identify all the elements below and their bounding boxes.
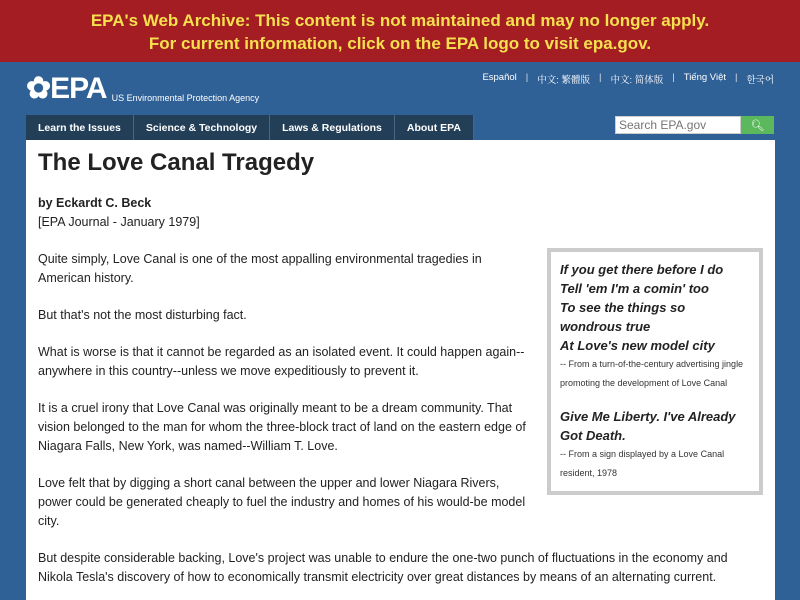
paragraph: But despite considerable backing, Love's project was unable to endure the one-two punch of fluctuations in the economy and Nikola Tesla's discovery of how to economically transmit electricity over great distances by means of an alternating current. (38, 551, 728, 584)
search-icon: 🔍︎ (750, 119, 765, 132)
quote-line: At Love's new model city (560, 338, 715, 353)
lang-espanol[interactable]: Español (482, 72, 517, 83)
paragraph: But that's not the most disturbing fact. (38, 308, 247, 322)
quote-line: If you get there before I do (560, 262, 724, 277)
page-title: The Love Canal Tragedy (38, 149, 315, 176)
nav-science-technology[interactable]: Science & Technology (134, 115, 270, 141)
banner-line-2: For current information, click on the EPA logo to visit epa.gov. (148, 34, 652, 53)
source: [EPA Journal - January 1979] (38, 215, 200, 229)
quote: Give Me Liberty. I've Already Got Death. (560, 409, 736, 443)
language-links: Español | 中文: 繁體版 | 中文: 简体版 | Tiếng Việt | 한국어 (482, 72, 774, 86)
archive-banner[interactable] (0, 0, 800, 62)
byline: by Eckardt C. Beck (38, 196, 152, 210)
epa-logo[interactable] (26, 74, 259, 104)
lang-simplified-chinese[interactable]: 中文: 简体版 (610, 75, 664, 86)
epa-logo-mark: ✿EPA (26, 72, 107, 105)
lang-korean[interactable]: 한국어 (746, 75, 774, 86)
nav-laws-regulations[interactable]: Laws & Regulations (270, 115, 395, 141)
agency-name: US Environmental Protection Agency (111, 93, 260, 103)
quote-source: -- From a sign displayed by a Love Canal resident, 1978 (560, 449, 725, 478)
search-form (615, 116, 774, 134)
quote-source: -- From a turn-of-the-century advertising jingle promoting the development of Love Canal (560, 359, 744, 388)
search-input[interactable] (615, 116, 741, 134)
banner-line-1: EPA's Web Archive: This content is not maintained and may no longer apply. (90, 11, 710, 30)
nav-learn-the-issues[interactable]: Learn the Issues (26, 115, 134, 141)
header (0, 62, 800, 140)
lang-vietnamese[interactable]: Tiếng Việt (683, 72, 726, 83)
search-button[interactable] (741, 116, 774, 134)
nav-about-epa[interactable]: About EPA (395, 115, 474, 141)
paragraph: It is a cruel irony that Love Canal was originally meant to be a dream community. That vision belonged to the man for whom the three-block tract of land on the eastern edge of Niagara Falls, New York, was named--William T. Love. (38, 401, 526, 453)
paragraph: What is worse is that it cannot be regarded as an isolated event. It could happen again--anywhere in this country--unless we move expeditiously to prevent it. (38, 345, 525, 378)
paragraph: Quite simply, Love Canal is one of the most appalling environmental tragedies in American history. (38, 252, 482, 285)
main-nav (26, 115, 474, 141)
main-content (26, 140, 775, 600)
quote-line: To see the things so wondrous true (560, 300, 686, 334)
lang-traditional-chinese[interactable]: 中文: 繁體版 (537, 75, 591, 86)
sidebar-quotes (547, 248, 763, 495)
paragraph: Love felt that by digging a short canal between the upper and lower Niagara Rivers, power could be generated cheaply to fuel the industry and homes of his would-be model city. (38, 476, 526, 528)
quote-line: Tell 'em I'm a comin' too (560, 281, 709, 296)
